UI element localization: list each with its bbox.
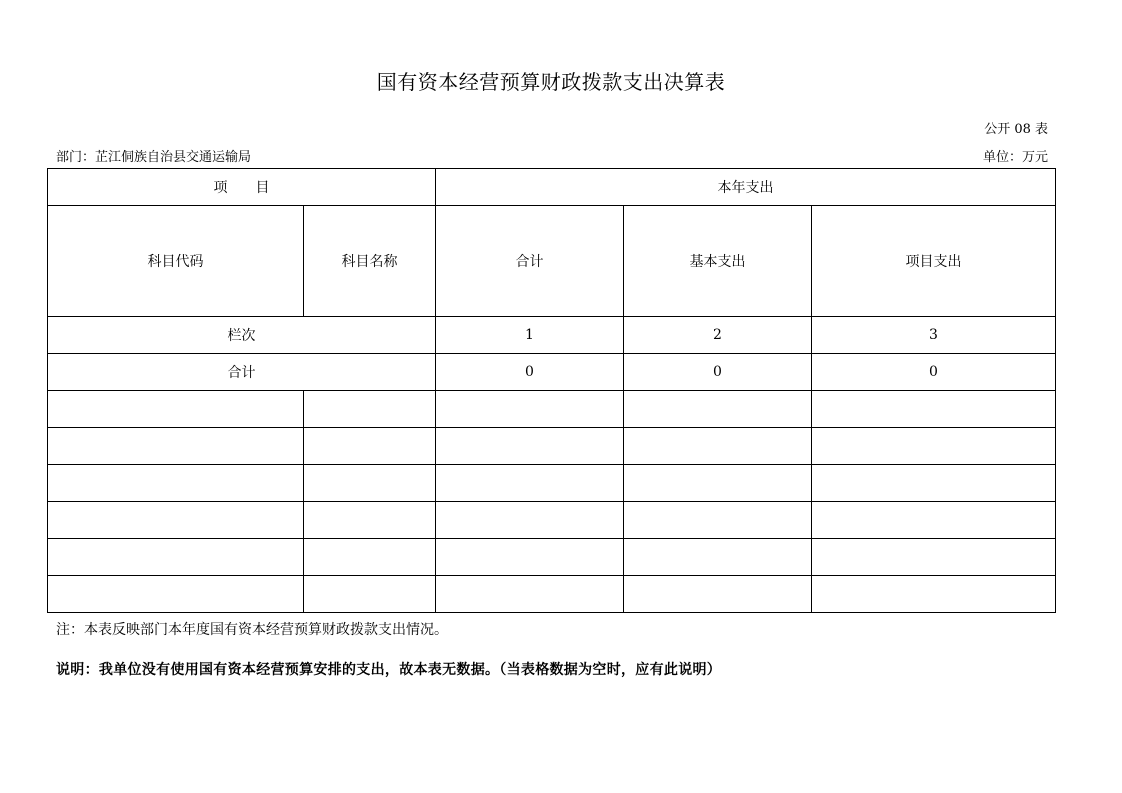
empty-cell [624,576,812,613]
empty-cell [812,428,1056,465]
total-cell: 0 [624,354,812,391]
total-cell: 0 [812,354,1056,391]
empty-cell [48,428,304,465]
empty-cell [304,428,436,465]
unit-label: 单位：万元 [982,150,1048,165]
empty-cell [624,428,812,465]
empty-cell [624,391,812,428]
header-item: 项 目 [48,169,436,206]
index-label: 栏次 [48,317,436,354]
empty-row [48,391,1056,428]
empty-cell [304,539,436,576]
empty-cell [812,576,1056,613]
empty-cell [48,391,304,428]
page-title: 国有资本经营预算财政拨款支出决算表 [376,70,726,94]
empty-row [48,539,1056,576]
empty-cell [304,391,436,428]
empty-cell [812,391,1056,428]
header-row-1 [48,169,1056,206]
col-header-project: 项目支出 [812,206,1056,317]
form-number: 公开 08 表 [984,122,1048,137]
index-cell: 2 [624,317,812,354]
total-row [48,354,1056,391]
index-cell: 1 [436,317,624,354]
empty-cell [436,539,624,576]
col-header-basic: 基本支出 [624,206,812,317]
empty-cell [436,428,624,465]
empty-cell [812,502,1056,539]
empty-cell [48,502,304,539]
empty-cell [812,465,1056,502]
department-label: 部门：芷江侗族自治县交通运输局 [56,150,252,165]
total-label: 合计 [48,354,436,391]
explanation-text: 说明：我单位没有使用国有资本经营预算安排的支出，故本表无数据。（当表格数据为空时，应有此说明） [56,662,722,678]
empty-row [48,576,1056,613]
empty-cell [624,539,812,576]
empty-cell [304,465,436,502]
empty-cell [812,539,1056,576]
empty-cell [436,576,624,613]
empty-cell [48,539,304,576]
table-note: 注：本表反映部门本年度国有资本经营预算财政拨款支出情况。 [56,622,448,638]
index-cell: 3 [812,317,1056,354]
col-header-total: 合计 [436,206,624,317]
expenditure-table [47,168,1056,613]
empty-cell [436,465,624,502]
empty-cell [48,576,304,613]
header-row-2 [48,206,1056,317]
empty-cell [304,502,436,539]
empty-row [48,465,1056,502]
empty-cell [436,391,624,428]
header-current-year: 本年支出 [436,169,1056,206]
total-cell: 0 [436,354,624,391]
empty-cell [624,465,812,502]
col-header-name: 科目名称 [304,206,436,317]
empty-cell [624,502,812,539]
empty-row [48,502,1056,539]
empty-cell [436,502,624,539]
empty-cell [48,465,304,502]
empty-row [48,428,1056,465]
col-header-code: 科目代码 [48,206,304,317]
empty-cell [304,576,436,613]
index-row [48,317,1056,354]
